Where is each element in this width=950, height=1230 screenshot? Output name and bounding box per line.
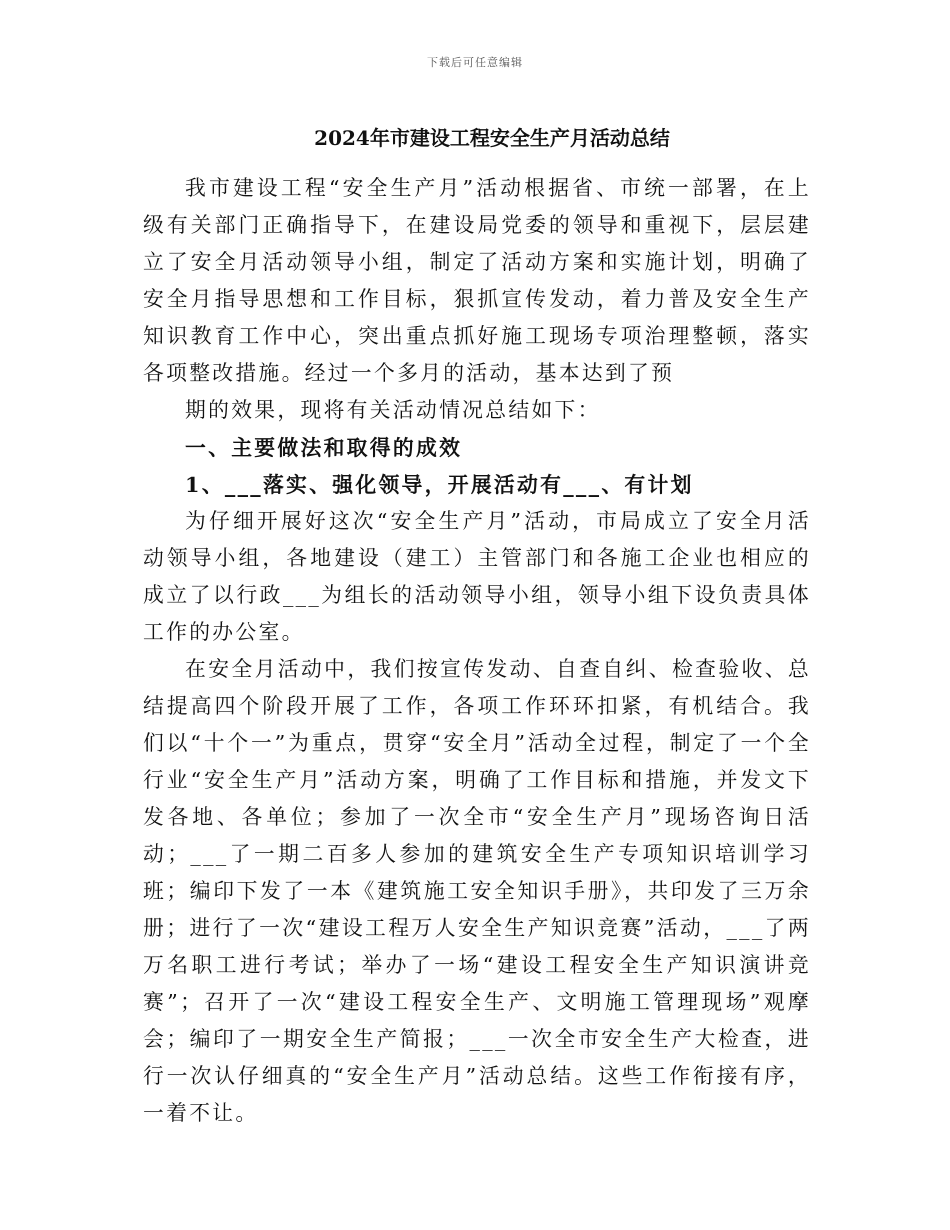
paragraph-activities: 在安全月活动中，我们按宣传发动、自查自纠、检查验收、总结提高四个阶段开展了工作，各项工作环环扣紧，有机结合。我们以“十个一”为重点，贯穿“安全月”活动全过程，制定了一个全行业“安全生产月”活动方案，明确了工作目标和措施，并发文下发各地、各单位；参加了一次全市“安全生产月”现场咨询日活动；___了一期二百多人参加的建筑安全生产专项知识培训学习班；编印下发了一本《建筑施工安全知识手册》，共印发了三万余册；进行了一次“建设工程万人安全生产知识竞赛”活动，___了两万名职工进行考试；举办了一场“建设工程安全生产知识演讲竞赛”；召开了一次“建设工程安全生产、文明施工管理现场”观摩会；编印了一期安全生产简报；___一次全市安全生产大检查，进行一次认仔细真的“安全生产月”活动总结。这些工作衔接有序，一着不让。 xyxy=(143,657,811,1125)
paragraph-intro: 我市建设工程“安全生产月”活动根据省、市统一部署，在上级有关部门正确指导下，在建设局党委的领导和重视下，层层建立了安全月活动领导小组，制定了活动方案和实施计划，明确了安全月指导思想和工作目标，狠抓宣传发动，着力普及安全生产知识教育工作中心，突出重点抓好施工现场专项治理整顿，落实各项整改措施。经过一个多月的活动，基本达到了预 xyxy=(143,176,811,385)
document-title: 2024年市建设工程安全生产月活动总结 xyxy=(314,126,670,150)
section-heading-1: 一、主要做法和取得的成效 xyxy=(185,435,463,460)
header-note: 下载后可任意编辑 xyxy=(427,56,523,69)
subsection-heading-1: 1、___落实、强化领导，开展活动有___、有计划 xyxy=(185,472,694,497)
paragraph-intro-continued: 期的效果，现将有关活动情况总结如下： xyxy=(185,398,601,422)
paragraph-leadership: 为仔细开展好这次“安全生产月”活动，市局成立了安全月活动领导小组，各地建设（建工）主管部门和各施工企业也相应的成立了以行政___为组长的活动领导小组，领导小组下设负责具体工作的办公室。 xyxy=(143,509,811,644)
document-body xyxy=(143,118,811,1132)
